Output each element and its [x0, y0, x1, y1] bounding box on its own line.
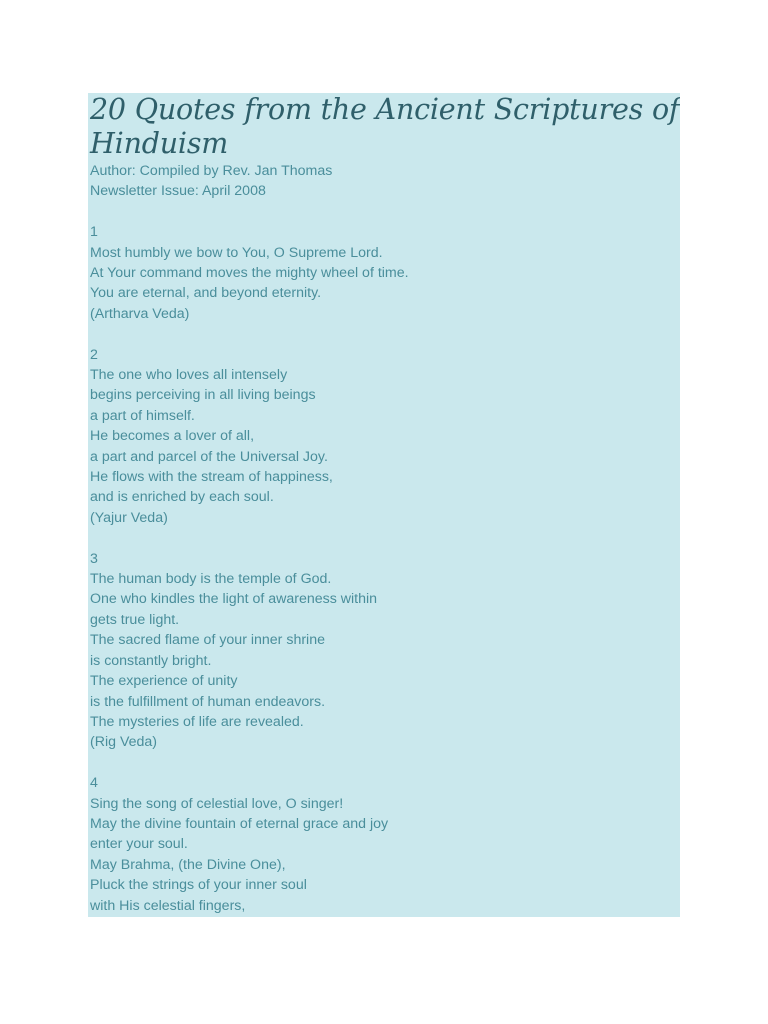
quote-line: He becomes a lover of all, [90, 428, 255, 445]
quote-number: 4 [90, 775, 98, 792]
quote-line: begins perceiving in all living beings [90, 387, 316, 404]
quote-line: At Your command moves the mighty wheel of time. [90, 265, 409, 282]
quote-block [88, 345, 680, 529]
quote-line: May the divine fountain of eternal grace and joy [90, 815, 389, 832]
quote-line: The mysteries of life are revealed. [90, 713, 304, 730]
quote-line: He flows with the stream of happiness, [90, 469, 333, 486]
quote-source: (Yajur Veda) [90, 509, 168, 526]
quote-line: gets true light. [90, 611, 180, 628]
quote-line: Most humbly we bow to You, O Supreme Lord. [90, 244, 383, 261]
quote-number: 3 [90, 550, 98, 567]
highlighted-content [88, 93, 680, 917]
newsletter-line: Newsletter Issue: April 2008 [90, 183, 266, 200]
quote-source: (Artharva Veda) [90, 305, 190, 322]
quote-line: and is enriched by each soul. [90, 489, 274, 506]
quote-line: with His celestial fingers, [90, 897, 246, 914]
quote-line: You are eternal, and beyond eternity. [90, 285, 322, 302]
quote-line: Pluck the strings of your inner soul [90, 877, 307, 894]
quote-number: 1 [90, 224, 98, 241]
author-line: Author: Compiled by Rev. Jan Thomas [90, 163, 333, 179]
quote-block [88, 773, 680, 916]
quote-line: The one who loves all intensely [90, 367, 288, 384]
quote-source: (Rig Veda) [90, 734, 158, 751]
quote-number: 2 [90, 346, 98, 363]
quote-line: May Brahma, (the Divine One), [90, 856, 286, 873]
title-line-1: 20 Quotes from the Ancient Scriptures of [90, 93, 680, 126]
quote-line: The human body is the temple of God. [90, 571, 332, 588]
title-line-2: Hinduism [90, 127, 229, 160]
article-meta [88, 161, 680, 202]
quote-line: The sacred flame of your inner shrine [90, 632, 325, 649]
quote-line: is the fulfillment of human endeavors. [90, 693, 326, 710]
quote-line: a part of himself. [90, 407, 195, 424]
quote-block [88, 549, 680, 753]
quote-line: Sing the song of celestial love, O singer! [90, 795, 344, 812]
quote-line: One who kindles the light of awareness within [90, 591, 378, 608]
quote-line: a part and parcel of the Universal Joy. [90, 448, 328, 465]
quote-line: The experience of unity [90, 673, 238, 690]
quote-line: enter your soul. [90, 836, 188, 853]
quote-line: is constantly bright. [90, 652, 212, 669]
quote-block [88, 222, 680, 324]
page-title [88, 93, 680, 161]
